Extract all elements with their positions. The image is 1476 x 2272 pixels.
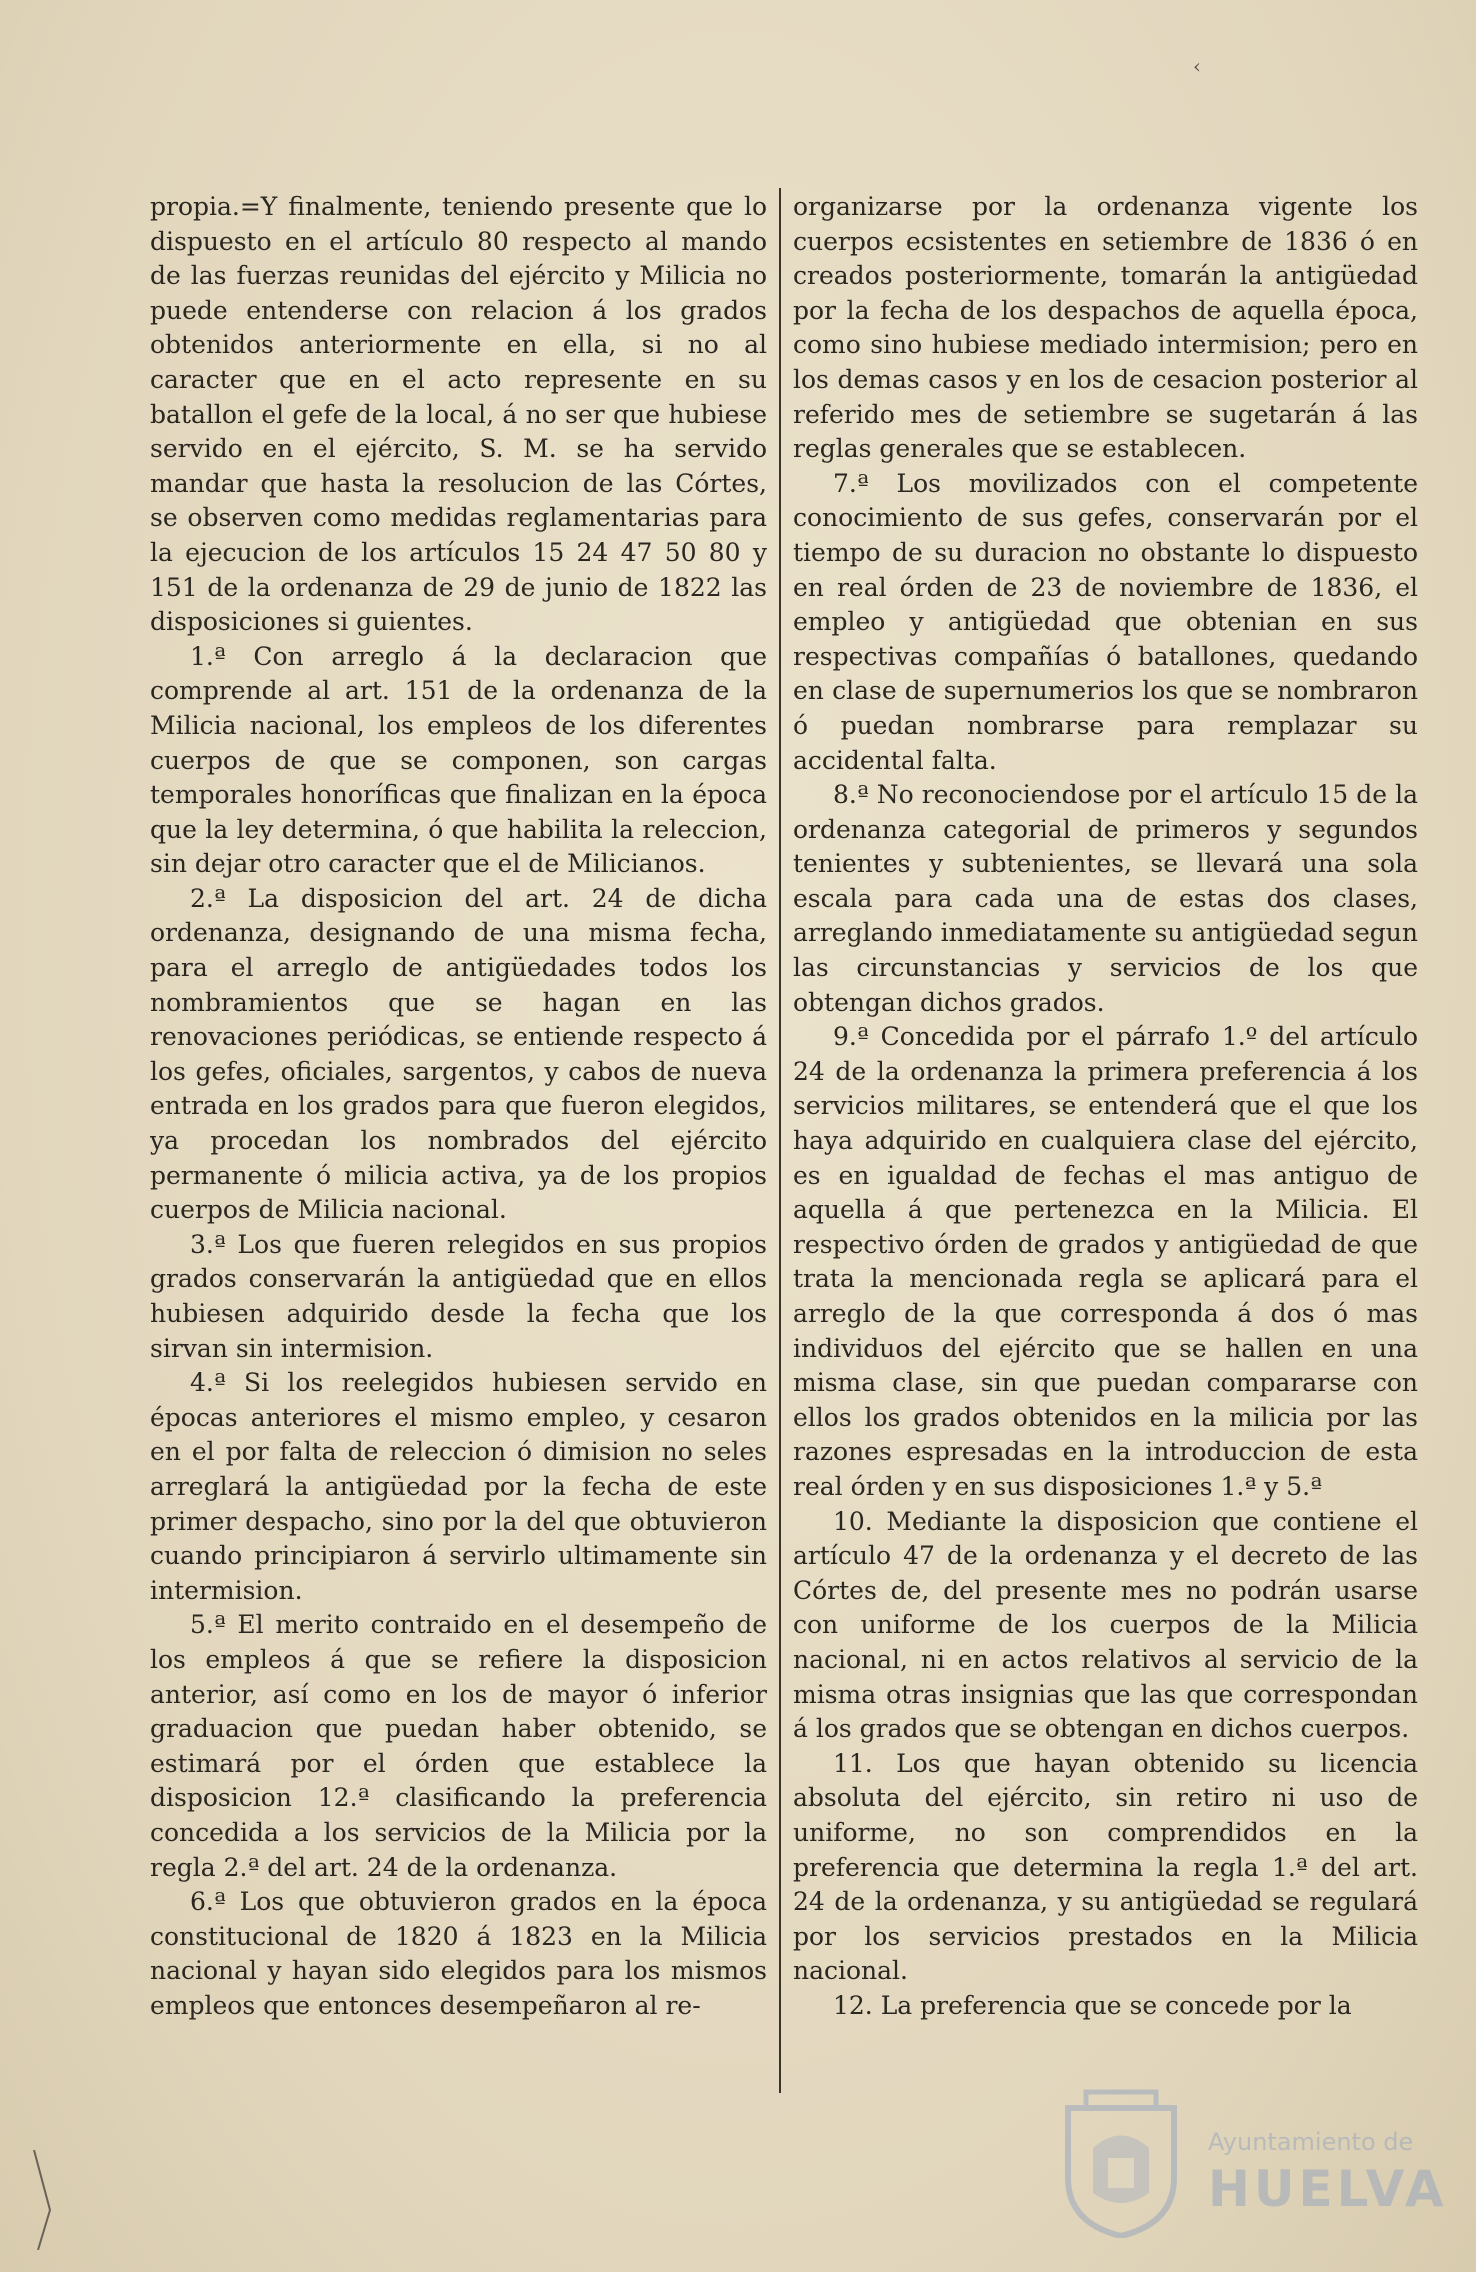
left-column [150,190,767,2023]
watermark [1058,2088,1448,2238]
watermark-line-1: Ayuntamiento de [1208,2128,1414,2156]
paragraph-rule-2: 2.ª La disposicion del art. 24 de dicha ordenanza, designando de una misma fecha, para el arreglo de antigüedades todos los nombramientos que se hagan en las renovaciones periódicas, se entiende respecto á los gefes, oficiales, sargentos, y cabos de nueva entrada en los grados para que fueron elegidos, ya procedan los nombrados del ejército permanente ó milicia activa, ya de los propios cuerpos de Milicia nacional. [150,883,767,1225]
coat-of-arms-icon [1058,2088,1184,2238]
paragraph-rule-3: 3.ª Los que fueren relegidos en sus propios grados conservarán la antigüedad que en ellos hubiesen adquirido desde la fecha que los sirvan sin intermision. [150,1229,767,1363]
paragraph-intro: propia.=Y finalmente, teniendo presente que lo dispuesto en el artículo 80 respecto al mando de las fuerzas reunidas del ejército y Milicia no puede entenderse con relacion á los grados obtenidos anteriormente en ella, si no al caracter que en el acto represente en su batallon el gefe de la local, á no ser que hubiese servido en el ejército, S. M. se ha servido mandar que hasta la resolucion de las Córtes, se observen como medidas reglamentarias para la ejecucion de los artículos 15 24 47 50 80 y 151 de la ordenanza de 29 de junio de 1822 las disposiciones si guientes. [150,192,767,637]
paragraph-rule-4: 4.ª Si los reelegidos hubiesen servido en épocas anteriores el mismo empleo, y cesaron en el por falta de releccion ó dimision no seles arreglará la antigüedad por la fecha de este primer despacho, sino por la del que obtuvieron cuando principiaron á servirlo ultimamente sin intermision. [150,1368,767,1605]
paragraph-rule-6: 6.ª Los que obtuvieron grados en la época constitucional de 1820 á 1823 en la Milicia nacional y hayan sido elegidos para los mismos empleos que entonces desempeñaron al re- [150,1887,767,2020]
watermark-line-2: HUELVA [1208,2160,1448,2218]
paragraph-rule-10: 10. Mediante la disposicion que contiene el artículo 47 de la ordenanza y el decreto de las Córtes de, del presente mes no podrán usarse con uniforme de los cuerpos de la Milicia nacional, ni en actos relativos al servicio de la misma otras insignias que las que correspondan á los grados que se obtengan en dichos cuerpos. [793,1506,1418,1744]
corner-tick-icon: ‹ [1193,54,1201,78]
paragraph-rule-12: 12. La preferencia que se concede por la [833,1990,1352,2020]
paper-mark-icon [30,2150,70,2250]
paragraph-rule-5: 5.ª El merito contraido en el desempeño de los empleos á que se refiere la disposicion anterior, así como en los de mayor ó inferior graduacion que puedan haber obtenido, se estimará por el órden que establece la disposicion 12.ª clasificando la preferencia concedida a los servicios de la Milicia por la regla 2.ª del art. 24 de la ordenanza. [150,1610,767,1882]
paragraph-rule-1: 1.ª Con arreglo á la declaracion que comprende al art. 151 de la ordenanza de la Milicia nacional, los empleos de los diferentes cuerpos de que se componen, son cargas temporales honoríficas que finalizan en la época que la ley determina, ó que habilita la releccion, sin dejar otro caracter que el de Milicianos. [150,641,767,879]
paragraph-rule-8: 8.ª No reconociendose por el artículo 15 de la ordenanza categorial de primeros y segundos tenientes y subtenientes, se llevará una sola escala para cada una de estas dos clases, arreglando inmediatamente su antigüedad segun las circunstancias y servicios de los que obtengan dichos grados. [793,780,1418,1017]
right-column [793,190,1418,2023]
column-divider [779,188,781,2093]
paragraph-rule-7: 7.ª Los movilizados con el competente conocimiento de sus gefes, conservarán por el tiempo de su duracion no obstante lo dispuesto en real órden de 23 de noviembre de 1836, el empleo y antigüedad que obtenian en sus respectivas compañías ó batallones, quedando en clase de supernumerios los que se nombraron ó puedan nombrarse para remplazar su accidental falta. [793,468,1418,775]
paragraph-rule-11: 11. Los que hayan obtenido su licencia absoluta del ejército, sin retiro ni uso de uniforme, no son comprendidos en la preferencia que determina la regla 1.ª del art. 24 de la ordenanza, y su antigüedad se regulará por los servicios prestados en la Milicia nacional. [793,1748,1418,1986]
paragraph-rule-9: 9.ª Concedida por el párrafo 1.º del artículo 24 de la ordenanza la primera preferencia á los servicios militares, se entenderá que el que los haya adquirido en cualquiera clase del ejército, es en igualdad de fechas el mas antiguo de aquella á que pertenezca en la Milicia. El respectivo órden de grados y antigüedad de que trata la mencionada regla se aplicará para el arreglo de la que corresponda á dos ó mas individuos del ejército que se hallen en una misma clase, sin que puedan compararse con ellos los grados obtenidos en la milicia por las razones espresadas en la introduccion de esta real órden y en sus disposiciones 1.ª y 5.ª [793,1022,1418,1501]
paragraph-rule-6-continued: organizarse por la ordenanza vigente los cuerpos ecsistentes en setiembre de 1836 ó en creados posteriormente, tomarán la antigüedad por la fecha de los despachos de aquella época, como sino hubiese mediado intermision; pero en los demas casos y en los de cesacion posterior al referido mes de setiembre se sugetarán á las reglas generales que se establecen. [793,192,1418,464]
